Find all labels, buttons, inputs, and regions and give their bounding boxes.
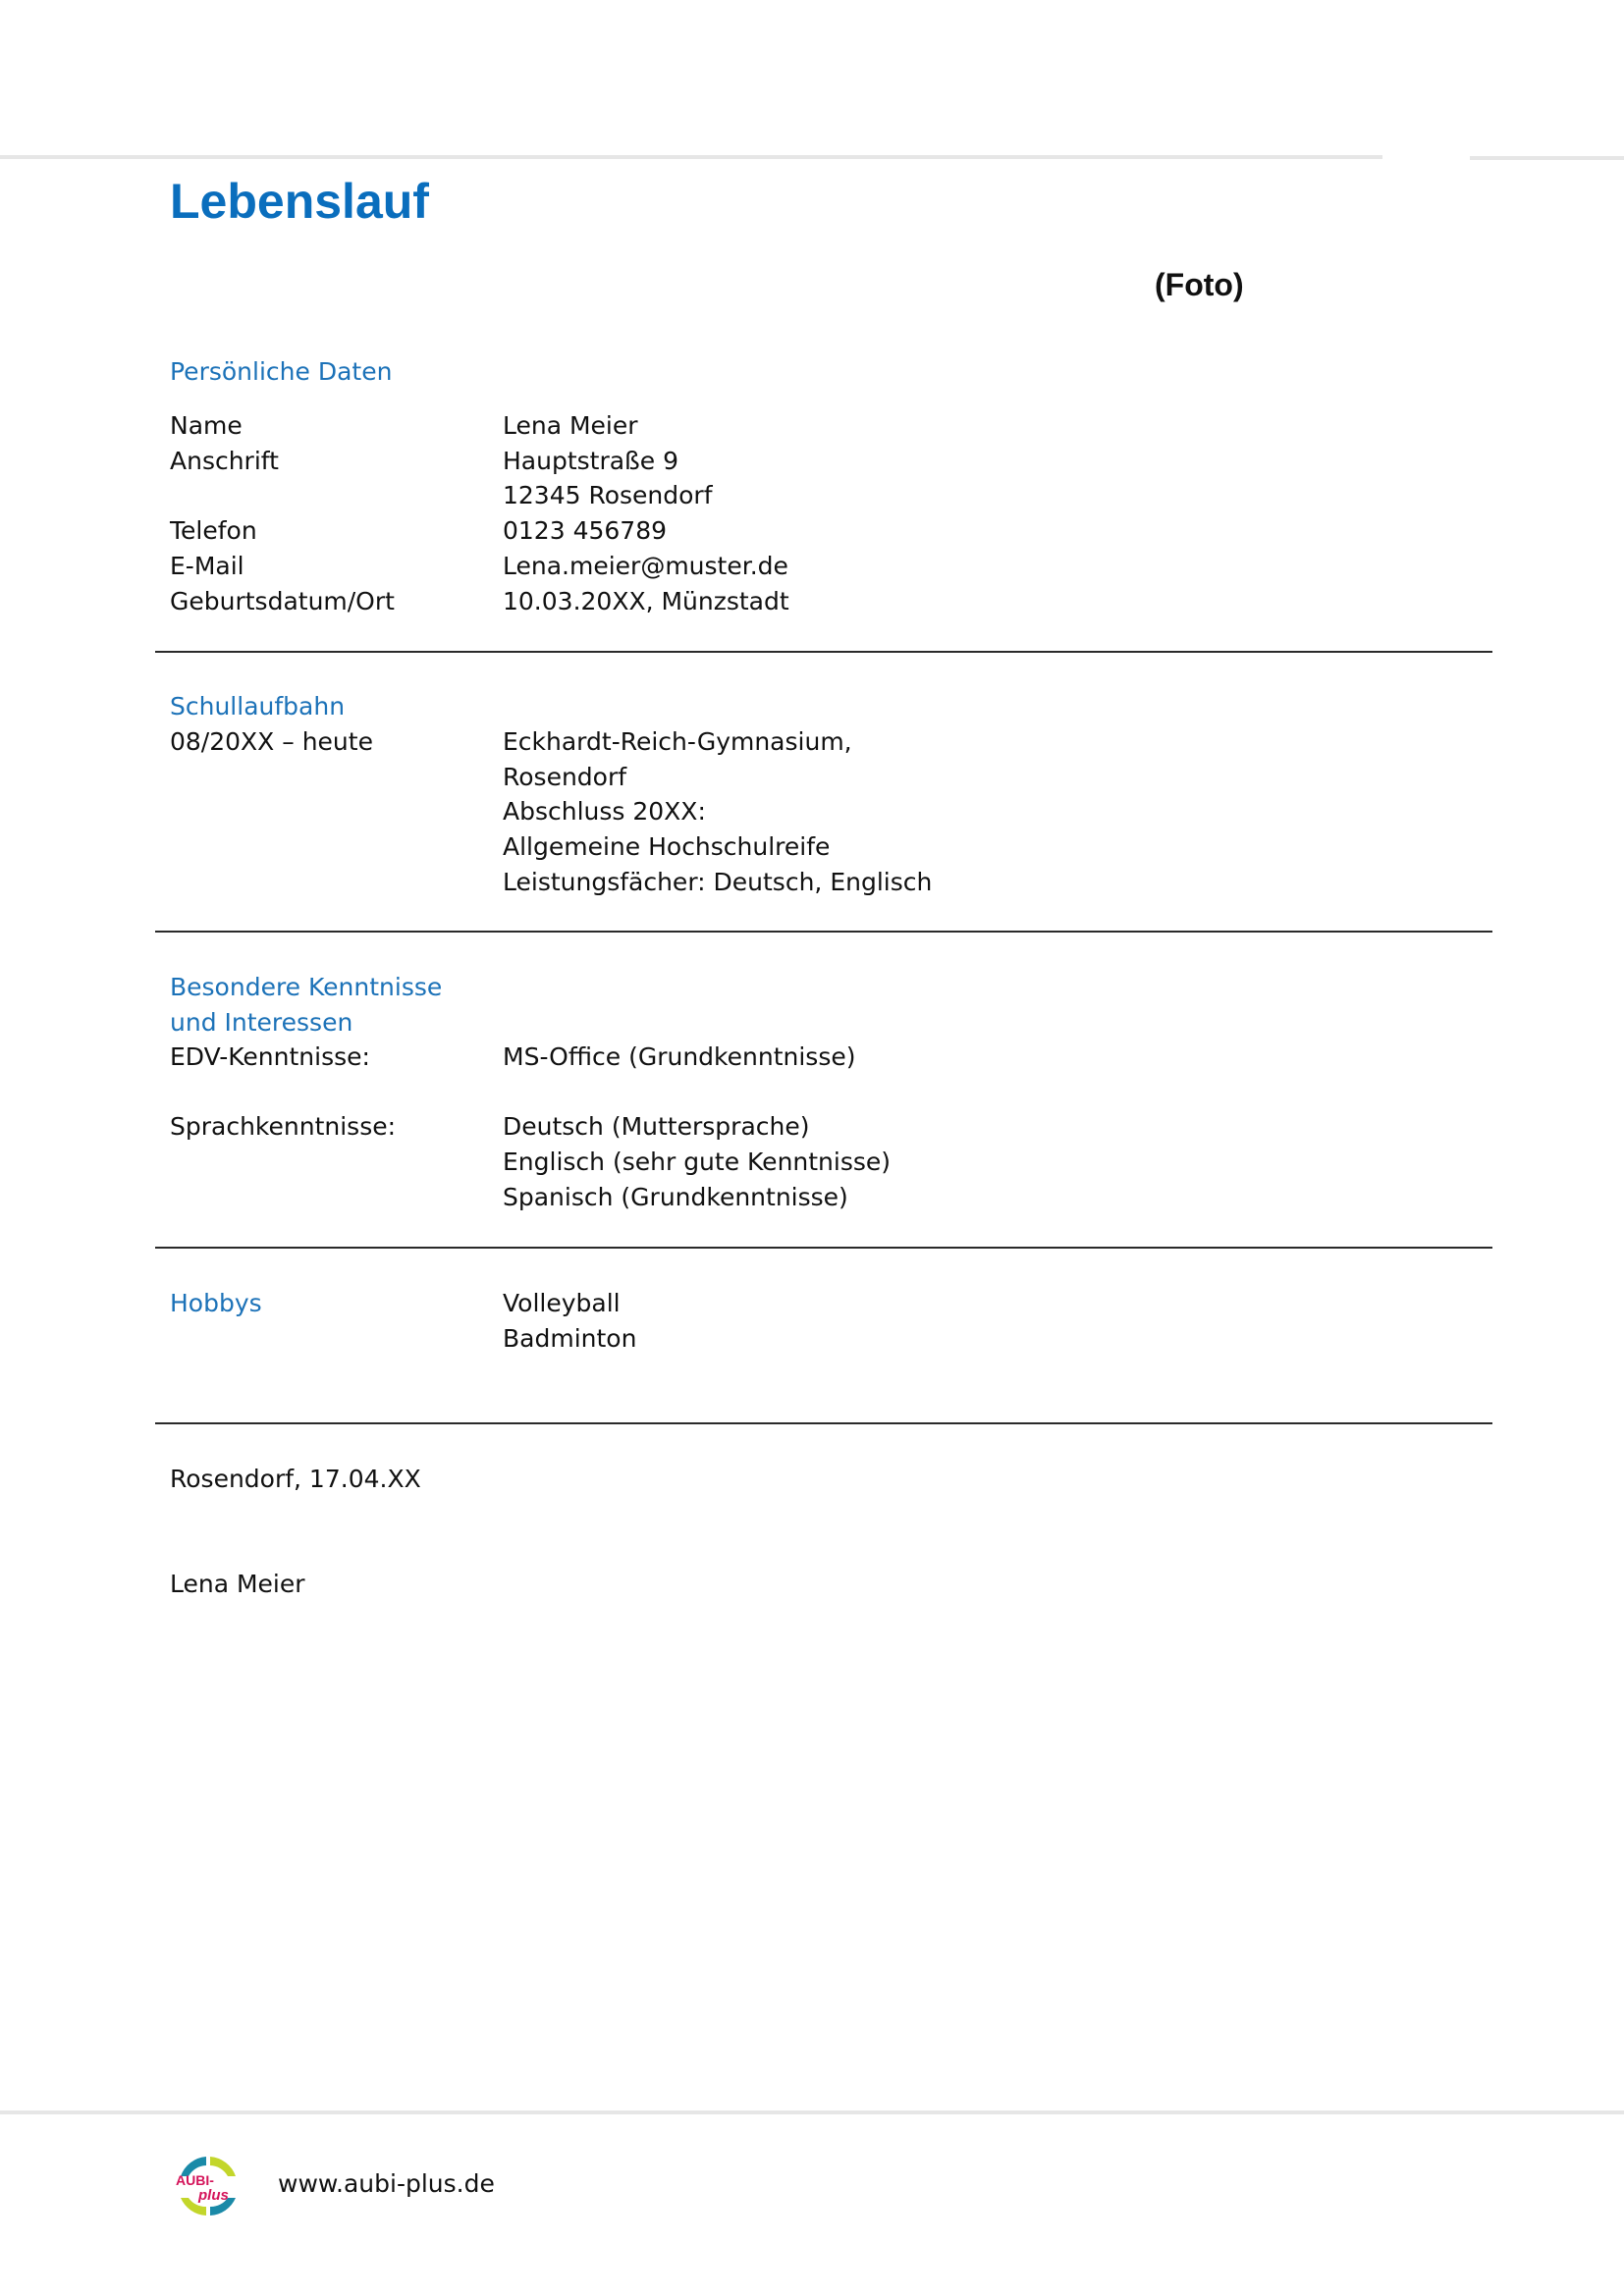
school-city: Rosendorf — [503, 762, 627, 791]
school-period: 08/20XX – heute — [170, 727, 373, 756]
aubi-plus-logo — [173, 2151, 244, 2221]
label-birth: Geburtsdatum/Ort — [170, 586, 395, 615]
school-majors: Leistungsfächer: Deutsch, Englisch — [503, 867, 933, 896]
footer-rule — [0, 2110, 1624, 2114]
personal-values — [503, 408, 789, 618]
label-email: E-Mail — [170, 551, 244, 580]
section-heading-hobbies: Hobbys — [170, 1289, 262, 1317]
svg-text:plus: plus — [198, 2187, 229, 2204]
section-divider — [155, 1422, 1492, 1424]
label-spacer — [170, 1075, 396, 1110]
skills-heading-line-2: und Interessen — [170, 1007, 353, 1037]
value-birth: 10.03.20XX, Münzstadt — [503, 586, 789, 615]
document-title: Lebenslauf — [170, 174, 429, 229]
signature-name: Lena Meier — [170, 1570, 305, 1598]
label-phone: Telefon — [170, 516, 257, 546]
value-street: Hauptstraße 9 — [503, 446, 679, 475]
hobbies-values — [503, 1286, 636, 1356]
aubi-plus-logo-icon — [173, 2151, 244, 2221]
school-degree: Allgemeine Hochschulreife — [503, 832, 831, 862]
label-spacer — [170, 478, 395, 513]
section-heading-personal: Persönliche Daten — [170, 357, 393, 386]
section-heading-school: Schullaufbahn — [170, 692, 346, 721]
value-language-3: Spanisch (Grundkenntnisse) — [503, 1182, 848, 1211]
value-phone: 0123 456789 — [503, 516, 668, 546]
section-heading-skills — [170, 970, 442, 1040]
label-name: Name — [170, 411, 243, 440]
label-languages: Sprachkenntnisse: — [170, 1112, 397, 1142]
footer-website-link[interactable]: www.aubi-plus.de — [278, 2169, 495, 2198]
value-spacer — [503, 1075, 891, 1110]
school-name: Eckhardt-Reich-Gymnasium, — [503, 727, 852, 756]
header-rule-left — [0, 155, 1382, 159]
place-date: Rosendorf, 17.04.XX — [170, 1465, 421, 1493]
skills-values — [503, 1040, 891, 1215]
value-email: Lena.meier@muster.de — [503, 551, 788, 580]
header-rule-right — [1470, 156, 1624, 160]
section-divider — [155, 651, 1492, 653]
skills-labels — [170, 1040, 396, 1145]
value-language-1: Deutsch (Muttersprache) — [503, 1112, 810, 1142]
section-divider — [155, 931, 1492, 933]
value-name: Lena Meier — [503, 411, 638, 440]
photo-placeholder: (Foto) — [1155, 267, 1244, 302]
value-it-skills: MS-Office (Grundkenntnisse) — [503, 1042, 856, 1071]
hobby-2: Badminton — [503, 1323, 637, 1353]
svg-text:AUBI-: AUBI- — [176, 2172, 214, 2188]
school-graduation: Abschluss 20XX: — [503, 797, 706, 827]
label-it-skills: EDV-Kenntnisse: — [170, 1042, 370, 1071]
school-details — [503, 724, 932, 900]
skills-heading-line-1: Besondere Kenntnisse — [170, 973, 443, 1001]
section-divider — [155, 1247, 1492, 1249]
personal-labels — [170, 408, 395, 618]
value-city: 12345 Rosendorf — [503, 481, 713, 510]
hobby-1: Volleyball — [503, 1289, 621, 1317]
label-address: Anschrift — [170, 446, 279, 475]
value-language-2: Englisch (sehr gute Kenntnisse) — [503, 1148, 892, 1177]
